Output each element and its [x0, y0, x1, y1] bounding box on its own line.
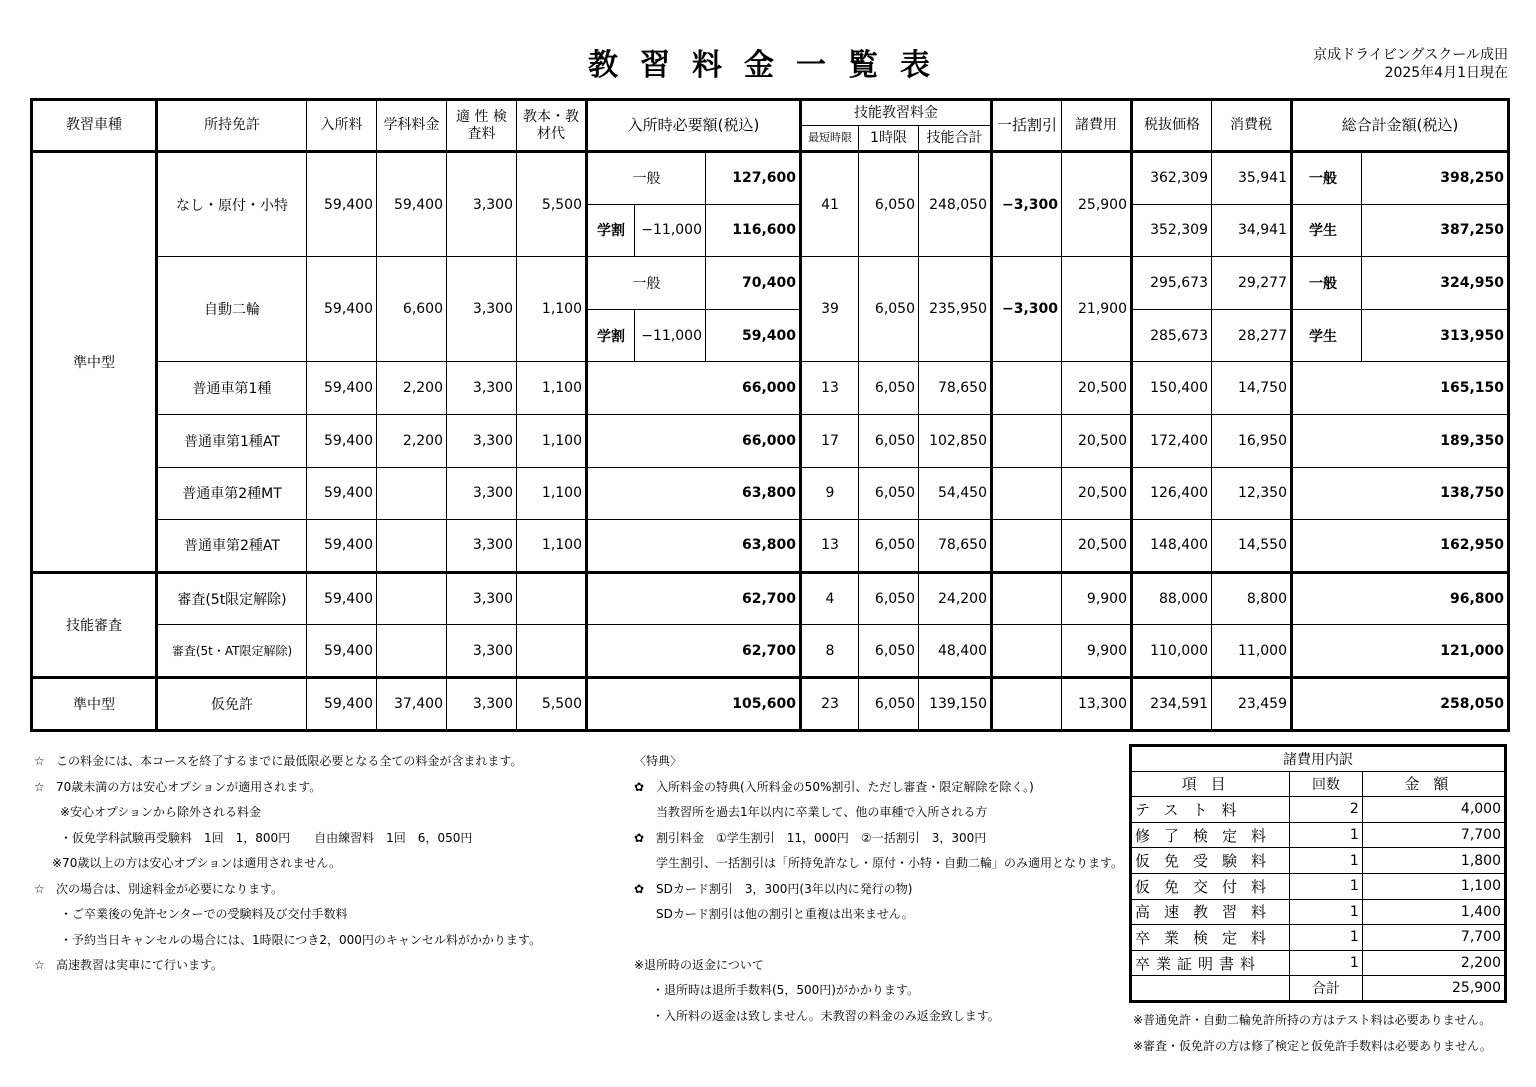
aptitude-cell: 3,300 — [447, 362, 517, 415]
admission-cell: 59,400 — [307, 467, 377, 520]
tax-cell: 14,550 — [1212, 520, 1292, 573]
col-header-grand-total: 総合計金額(税込) — [1292, 100, 1509, 152]
misc-cell: 20,500 — [1062, 414, 1132, 467]
note-line: SDカード割引は他の割引と重複は出来ません。 — [656, 907, 914, 921]
skill-total-cell: 139,150 — [919, 677, 992, 730]
table-row — [32, 152, 1509, 205]
required-amount-cell: 62,700 — [587, 625, 801, 678]
per-hour-cell: 6,050 — [859, 152, 919, 257]
per-hour-cell: 6,050 — [859, 677, 919, 730]
table-row — [1131, 899, 1506, 925]
lump-discount-cell — [992, 572, 1062, 625]
note-line: 次の場合は、別途料金が必要になります。 — [56, 881, 284, 896]
per-hour-cell: 6,050 — [859, 520, 919, 573]
lump-discount-cell: −3,300 — [992, 257, 1062, 362]
license-cell: 普通車第1種 — [157, 362, 307, 415]
required-amount-cell: 63,800 — [587, 520, 801, 573]
min-hours-cell: 9 — [801, 467, 859, 520]
student-amount: 116,600 — [706, 204, 801, 257]
materials-cell: 5,500 — [517, 152, 587, 257]
col-header-aptitude: 適 性 検査料 — [447, 100, 517, 152]
col-header-vehicle: 教習車種 — [32, 100, 157, 152]
pre-tax-cell: 148,400 — [1132, 520, 1212, 573]
student-discount: −11,000 — [635, 309, 706, 362]
table-row — [32, 677, 1509, 730]
aptitude-cell: 3,300 — [447, 625, 517, 678]
note-heading: 〈特典〉 — [634, 754, 683, 768]
notes-benefits — [634, 749, 1123, 1029]
group-label: 準中型 — [32, 677, 157, 730]
academic-cell: 37,400 — [377, 677, 447, 730]
total-cell: 398,250 — [1362, 152, 1509, 205]
note-line: ※70歳以上の方は安心オプションは適用されません。 — [52, 856, 341, 870]
total-cell: 324,950 — [1362, 257, 1509, 310]
table-row — [32, 572, 1509, 625]
table-row — [1131, 925, 1506, 951]
lump-discount-cell — [992, 467, 1062, 520]
per-hour-cell: 6,050 — [859, 362, 919, 415]
table-row — [32, 257, 1509, 310]
materials-cell — [517, 572, 587, 625]
misc-cell: 20,500 — [1062, 467, 1132, 520]
item-count: 2 — [1290, 797, 1363, 823]
lump-discount-cell — [992, 414, 1062, 467]
admission-cell: 59,400 — [307, 520, 377, 573]
table-row — [32, 520, 1509, 573]
pre-tax-cell: 285,673 — [1132, 309, 1212, 362]
note-line: 学生割引、一括割引は「所持免許なし・原付・小特・自動二輪」のみ適用となります。 — [656, 856, 1124, 870]
skill-total-cell: 78,650 — [919, 520, 992, 573]
lump-discount-cell — [992, 362, 1062, 415]
pre-tax-cell: 234,591 — [1132, 677, 1212, 730]
school-name: 京成ドライビングスクール成田 — [1313, 47, 1508, 63]
total-cell: 121,000 — [1292, 625, 1509, 678]
lump-discount-cell: −3,300 — [992, 152, 1062, 257]
skill-total-cell: 102,850 — [919, 414, 992, 467]
note-line: ・予約当日キャンセルの場合には、1時限につき2，000円のキャンセル料がかかります。 — [60, 932, 541, 947]
col-header-misc: 諸費用 — [1062, 100, 1132, 152]
total-cell: 313,950 — [1362, 309, 1509, 362]
flower-icon: ✿ — [634, 881, 645, 896]
materials-cell: 1,100 — [517, 520, 587, 573]
item-amount: 4,000 — [1362, 797, 1505, 823]
note-heading: ※退所時の返金について — [634, 957, 764, 972]
footnote: ※普通免許・自動二輪免許所持の方はテスト料は必要ありません。 — [1133, 1013, 1492, 1027]
col-header-license: 所持免許 — [157, 100, 307, 152]
pre-tax-cell: 110,000 — [1132, 625, 1212, 678]
table-row — [1131, 950, 1506, 976]
page-title: 教習料金一覧表 — [588, 48, 952, 83]
academic-cell — [377, 467, 447, 520]
misc-cell: 20,500 — [1062, 362, 1132, 415]
pre-tax-cell: 362,309 — [1132, 152, 1212, 205]
col-header-item: 項目 — [1131, 771, 1290, 797]
item-amount: 1,100 — [1362, 873, 1505, 899]
header-row — [32, 100, 1509, 126]
col-header-admission: 入所料 — [307, 100, 377, 152]
as-of-date: 2025年4月1日現在 — [1384, 65, 1508, 81]
item-name: 卒業検定料 — [1131, 925, 1290, 951]
note-line: ・ご卒業後の免許センターでの受験料及び交付手数料 — [60, 907, 348, 921]
misc-breakdown-title: 諸費用内訳 — [1131, 746, 1506, 772]
materials-cell: 1,100 — [517, 257, 587, 362]
min-hours-cell: 23 — [801, 677, 859, 730]
general-amount: 127,600 — [706, 152, 801, 205]
required-amount-cell: 62,700 — [587, 572, 801, 625]
skill-total-cell: 235,950 — [919, 257, 992, 362]
academic-cell: 2,200 — [377, 362, 447, 415]
required-amount-cell: 105,600 — [587, 677, 801, 730]
item-amount: 2,200 — [1362, 950, 1505, 976]
tax-cell: 11,000 — [1212, 625, 1292, 678]
admission-cell: 59,400 — [307, 362, 377, 415]
col-header-amount: 金額 — [1362, 771, 1505, 797]
misc-cell: 21,900 — [1062, 257, 1132, 362]
pre-tax-cell: 126,400 — [1132, 467, 1212, 520]
tax-cell: 29,277 — [1212, 257, 1292, 310]
footnote: ※審査・仮免許の方は修了検定と仮免許手数料は必要ありません。 — [1133, 1039, 1492, 1053]
materials-cell: 1,100 — [517, 467, 587, 520]
note-line: 高速教習は実車にて行います。 — [56, 958, 224, 972]
per-hour-cell: 6,050 — [859, 257, 919, 362]
skill-total-cell: 24,200 — [919, 572, 992, 625]
aptitude-cell: 3,300 — [447, 152, 517, 257]
fee-table — [30, 98, 1510, 732]
tax-cell: 14,750 — [1212, 362, 1292, 415]
misc-cell: 25,900 — [1062, 152, 1132, 257]
aptitude-cell: 3,300 — [447, 520, 517, 573]
license-cell: 仮免許 — [157, 677, 307, 730]
student-amount: 59,400 — [706, 309, 801, 362]
item-count: 1 — [1290, 822, 1363, 848]
min-hours-cell: 39 — [801, 257, 859, 362]
table-row — [32, 625, 1509, 678]
total-cell: 138,750 — [1292, 467, 1509, 520]
total-cell: 162,950 — [1292, 520, 1509, 573]
general-label: 一般 — [587, 152, 706, 205]
misc-cell: 13,300 — [1062, 677, 1132, 730]
lump-discount-cell — [992, 625, 1062, 678]
total-type-label: 学生 — [1292, 204, 1362, 257]
flower-icon: ✿ — [634, 830, 645, 845]
license-cell: 普通車第2種MT — [157, 467, 307, 520]
academic-cell — [377, 572, 447, 625]
col-header-pre-tax: 税抜価格 — [1132, 100, 1212, 152]
item-amount: 7,700 — [1362, 822, 1505, 848]
col-header-academic: 学科料金 — [377, 100, 447, 152]
col-header-materials: 教本・教 材代 — [517, 100, 587, 152]
note-line: SDカード割引 3，300円(3年以内に発行の物) — [656, 881, 913, 896]
table-row — [32, 362, 1509, 415]
pre-tax-cell: 150,400 — [1132, 362, 1212, 415]
admission-cell: 59,400 — [307, 152, 377, 257]
academic-cell: 6,600 — [377, 257, 447, 362]
misc-cell: 20,500 — [1062, 520, 1132, 573]
student-discount: −11,000 — [635, 204, 706, 257]
min-hours-cell: 13 — [801, 362, 859, 415]
per-hour-cell: 6,050 — [859, 572, 919, 625]
total-cell: 387,250 — [1362, 204, 1509, 257]
star-icon: ☆ — [34, 779, 45, 794]
tax-cell: 8,800 — [1212, 572, 1292, 625]
item-name: 仮免交付料 — [1131, 873, 1290, 899]
tax-cell: 35,941 — [1212, 152, 1292, 205]
item-count: 1 — [1290, 899, 1363, 925]
item-name: 高速教習料 — [1131, 899, 1290, 925]
total-type-label: 一般 — [1292, 152, 1362, 205]
table-row — [1131, 822, 1506, 848]
total-cell: 165,150 — [1292, 362, 1509, 415]
materials-cell: 5,500 — [517, 677, 587, 730]
student-label: 学割 — [587, 204, 635, 257]
star-icon: ☆ — [34, 958, 45, 972]
total-type-label: 学生 — [1292, 309, 1362, 362]
tax-cell: 28,277 — [1212, 309, 1292, 362]
total-blank — [1131, 976, 1290, 1002]
col-header-per-hour: 1時限 — [859, 126, 919, 152]
col-header-tax: 消費税 — [1212, 100, 1292, 152]
table-row — [1131, 797, 1506, 823]
note-line: この料金には、本コースを終了するまでに最低限必要となる全ての料金が含まれます。 — [56, 754, 523, 768]
lump-discount-cell — [992, 520, 1062, 573]
tax-cell: 16,950 — [1212, 414, 1292, 467]
item-amount: 1,800 — [1362, 848, 1505, 874]
admission-cell: 59,400 — [307, 625, 377, 678]
star-icon: ☆ — [34, 754, 45, 768]
per-hour-cell: 6,050 — [859, 625, 919, 678]
pre-tax-cell: 352,309 — [1132, 204, 1212, 257]
item-name: 卒業証明書料 — [1131, 950, 1290, 976]
academic-cell: 59,400 — [377, 152, 447, 257]
note-line: ・入所料の返金は致しません。未教習の料金のみ返金致します。 — [652, 1008, 1000, 1023]
note-line: ※安心オプションから除外される料金 — [60, 805, 261, 819]
academic-cell — [377, 520, 447, 573]
group-label: 準中型 — [32, 152, 157, 573]
license-cell: 普通車第2種AT — [157, 520, 307, 573]
license-cell: 自動二輪 — [157, 257, 307, 362]
total-amount: 25,900 — [1362, 976, 1505, 1002]
item-count: 1 — [1290, 848, 1363, 874]
table-row — [1131, 848, 1506, 874]
item-name: テスト料 — [1131, 797, 1290, 823]
col-header-skill-group: 技能教習料金 — [801, 100, 992, 126]
table-row — [32, 467, 1509, 520]
academic-cell: 2,200 — [377, 414, 447, 467]
misc-cell: 9,900 — [1062, 572, 1132, 625]
star-icon: ☆ — [34, 881, 45, 896]
student-label: 学割 — [587, 309, 635, 362]
admission-cell: 59,400 — [307, 414, 377, 467]
license-cell: なし・原付・小特 — [157, 152, 307, 257]
per-hour-cell: 6,050 — [859, 467, 919, 520]
table-row — [32, 414, 1509, 467]
lump-discount-cell — [992, 677, 1062, 730]
aptitude-cell: 3,300 — [447, 572, 517, 625]
col-header-skill-total: 技能合計 — [919, 126, 992, 152]
license-cell: 普通車第1種AT — [157, 414, 307, 467]
required-amount-cell: 66,000 — [587, 362, 801, 415]
misc-breakdown-table — [1129, 744, 1507, 1003]
min-hours-cell: 13 — [801, 520, 859, 573]
total-cell: 189,350 — [1292, 414, 1509, 467]
group-label: 技能審査 — [32, 572, 157, 677]
total-row — [1131, 976, 1506, 1002]
total-cell: 258,050 — [1292, 677, 1509, 730]
min-hours-cell: 17 — [801, 414, 859, 467]
min-hours-cell: 8 — [801, 625, 859, 678]
tax-cell: 23,459 — [1212, 677, 1292, 730]
license-cell: 審査(5t限定解除) — [157, 572, 307, 625]
table-row — [1131, 873, 1506, 899]
skill-total-cell: 48,400 — [919, 625, 992, 678]
aptitude-cell: 3,300 — [447, 257, 517, 362]
min-hours-cell: 41 — [801, 152, 859, 257]
note-line: 70歳未満の方は安心オプションが適用されます。 — [56, 779, 322, 794]
per-hour-cell: 6,050 — [859, 414, 919, 467]
general-label: 一般 — [587, 257, 706, 310]
pre-tax-cell: 172,400 — [1132, 414, 1212, 467]
tax-cell: 34,941 — [1212, 204, 1292, 257]
item-amount: 7,700 — [1362, 925, 1505, 951]
min-hours-cell: 4 — [801, 572, 859, 625]
required-amount-cell: 63,800 — [587, 467, 801, 520]
flower-icon: ✿ — [634, 779, 645, 794]
admission-cell: 59,400 — [307, 572, 377, 625]
note-line: ・仮免学科試験再受験料 1回 1，800円 自由練習料 1回 6，050円 — [60, 830, 473, 845]
license-cell: 審査(5t・AT限定解除) — [157, 625, 307, 678]
item-name: 修了検定料 — [1131, 822, 1290, 848]
note-line: 入所料金の特典(入所料金の50%割引、ただし審査・限定解除を除く。) — [656, 779, 1034, 794]
item-count: 1 — [1290, 873, 1363, 899]
skill-total-cell: 78,650 — [919, 362, 992, 415]
aptitude-cell: 3,300 — [447, 677, 517, 730]
aptitude-cell: 3,300 — [447, 414, 517, 467]
required-amount-cell: 66,000 — [587, 414, 801, 467]
notes-left — [34, 749, 541, 979]
aptitude-cell: 3,300 — [447, 467, 517, 520]
note-line: ・退所時は退所手数料(5，500円)がかかります。 — [652, 983, 919, 997]
item-name: 仮免受験料 — [1131, 848, 1290, 874]
materials-cell — [517, 625, 587, 678]
total-cell: 96,800 — [1292, 572, 1509, 625]
total-label: 合計 — [1290, 976, 1363, 1002]
note-line: 当教習所を過去1年以内に卒業して、他の車種で入所される方 — [656, 805, 988, 819]
skill-total-cell: 248,050 — [919, 152, 992, 257]
col-header-required: 入所時必要額(税込) — [587, 100, 801, 152]
pre-tax-cell: 295,673 — [1132, 257, 1212, 310]
misc-cell: 9,900 — [1062, 625, 1132, 678]
item-count: 1 — [1290, 950, 1363, 976]
total-type-label: 一般 — [1292, 257, 1362, 310]
note-line: 割引料金 ①学生割引 11，000円 ②一括割引 3，300円 — [656, 830, 987, 845]
admission-cell: 59,400 — [307, 677, 377, 730]
general-amount: 70,400 — [706, 257, 801, 310]
col-header-lump: 一括割引 — [992, 100, 1062, 152]
col-header-min-hours: 最短時限 — [801, 126, 859, 152]
tax-cell: 12,350 — [1212, 467, 1292, 520]
materials-cell: 1,100 — [517, 362, 587, 415]
pre-tax-cell: 88,000 — [1132, 572, 1212, 625]
item-count: 1 — [1290, 925, 1363, 951]
item-amount: 1,400 — [1362, 899, 1505, 925]
skill-total-cell: 54,450 — [919, 467, 992, 520]
academic-cell — [377, 625, 447, 678]
admission-cell: 59,400 — [307, 257, 377, 362]
col-header-count: 回数 — [1290, 771, 1363, 797]
materials-cell: 1,100 — [517, 414, 587, 467]
